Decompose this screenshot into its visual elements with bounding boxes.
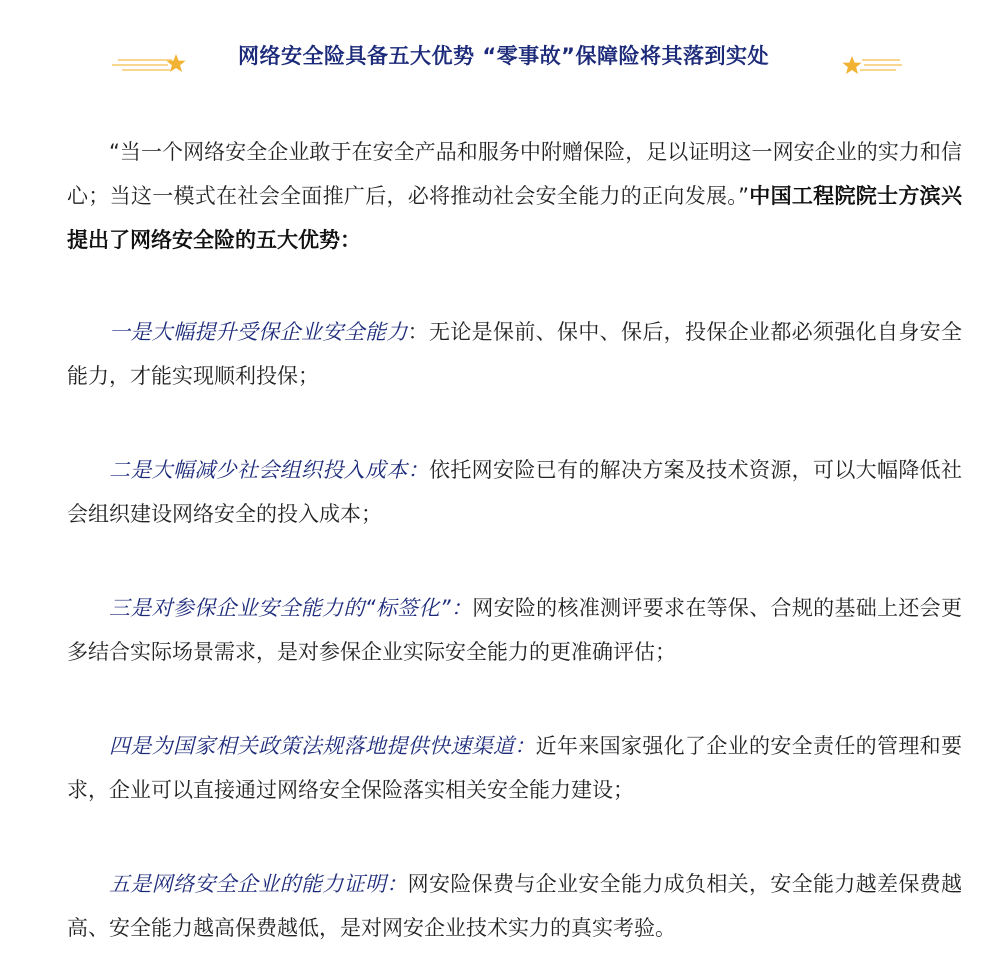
advantage-body: 网安险保费与企业安全能力成负相关，安全能力越差保费越高、安全能力越高保费越低，是对网安企业技术实力的真实考验。 xyxy=(67,872,963,940)
advantage-body: 无论是保前、保中、保后，投保企业都必须强化自身安全能力，才能实现顺利投保； xyxy=(67,320,963,388)
advantage-item-1 xyxy=(67,310,962,398)
article-body xyxy=(67,130,962,950)
advantage-item-2 xyxy=(67,448,962,536)
page-title: 网络安全险具备五大优势 “零事故”保障险将其落到实处 xyxy=(238,44,769,68)
advantage-heading: 四是为国家相关政策法规落地提供快速渠道： xyxy=(109,734,536,758)
advantage-heading: 五是网络安全企业的能力证明： xyxy=(109,872,408,896)
advantage-body: 网安险的核准测评要求在等保、合规的基础上还会更多结合实际场景需求，是对参保企业实际安全能力的更准确评估； xyxy=(67,596,962,664)
advantage-separator: ： xyxy=(407,320,430,344)
advantage-body: 依托网安险已有的解决方案及技术资源，可以大幅降低社会组织建设网络安全的投入成本； xyxy=(67,458,962,526)
advantage-heading: 一是大幅提升受保企业安全能力 xyxy=(109,320,408,344)
advantage-item-3 xyxy=(67,586,962,674)
quote-text: “当一个网络安全企业敢于在安全产品和服务中附赠保险，足以证明这一网安企业的实力和信心；当这一模式在社会全面推广后，必将推动社会安全能力的正向发展。” xyxy=(67,140,962,208)
advantage-heading: 二是大幅减少社会组织投入成本： xyxy=(109,458,429,482)
quote-paragraph xyxy=(67,130,962,262)
advantage-body: 近年来国家强化了企业的安全责任的管理和要求，企业可以直接通过网络安全保险落实相关安全能力建设； xyxy=(67,734,963,802)
advantage-item-4 xyxy=(67,724,962,812)
shooting-star-right-icon xyxy=(822,48,902,80)
advantage-heading: 三是对参保企业安全能力的“标签化”： xyxy=(109,596,473,620)
title-bar xyxy=(0,30,1007,86)
advantage-item-5 xyxy=(67,862,962,950)
lead-text: 中国工程院院士方滨兴提出了网络安全险的五大优势： xyxy=(67,184,962,252)
